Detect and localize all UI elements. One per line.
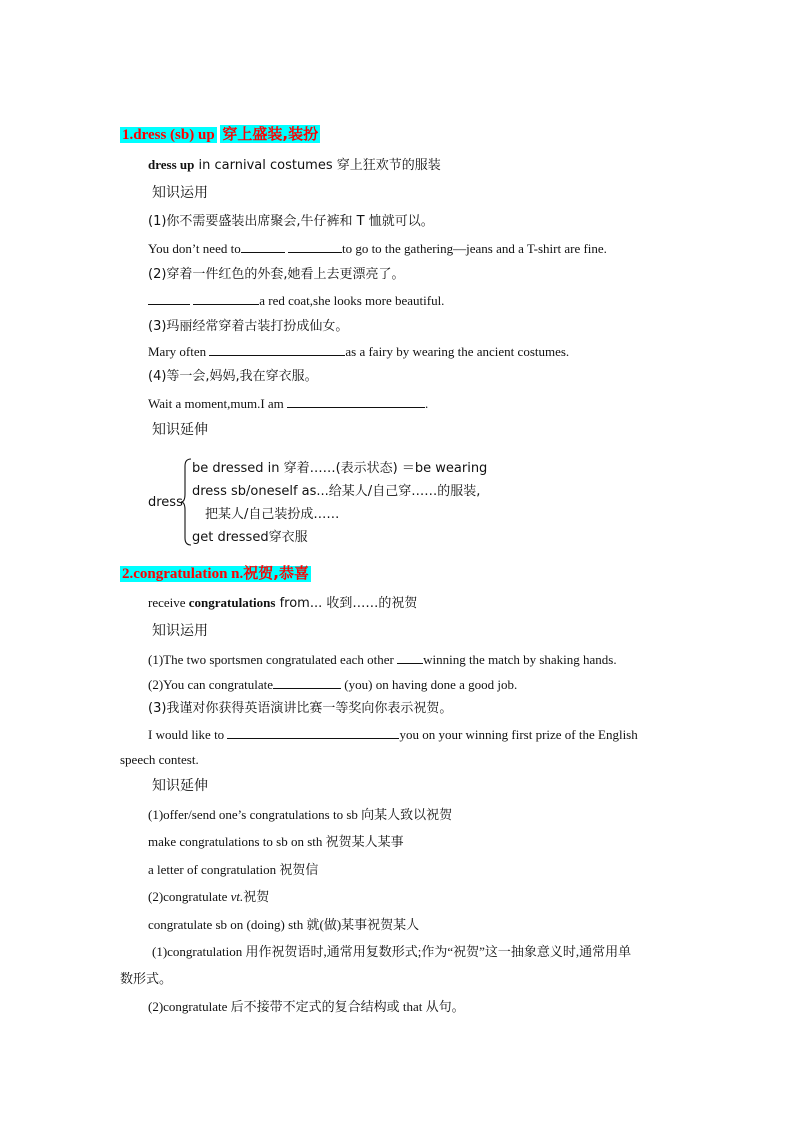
s2-note-1a: (1)congratulation 用作祝贺语时,通常用复数形式;作为“祝贺”这一抽象意义时,通常用单: [152, 944, 632, 959]
section-2-heading-cn: 祝贺,恭喜: [243, 564, 309, 582]
s1-q3-en: [148, 343, 569, 361]
s2-ext-4: [148, 888, 269, 907]
s1-q2-cn: (2)穿着一件红色的外套,她看上去更漂亮了。: [148, 267, 405, 282]
s2-q2-a: (2)You can congratulate: [148, 677, 274, 692]
s2-q3-en-a: I would like to: [148, 727, 225, 742]
s1-phrase-bold: dress up: [148, 157, 195, 172]
s1-q1-en-b: to go to the gathering—jeans and a T-shirt are fine.: [341, 241, 607, 256]
blank[interactable]: [287, 395, 425, 408]
section-2-heading-en: 2.congratulation n.: [122, 566, 244, 582]
brace-item-2: dress sb/oneself as...给某人/自己穿……的服装,: [192, 484, 481, 499]
s2-ext-3: a letter of congratulation 祝贺信: [148, 862, 319, 877]
s2-note-2: (2)congratulate 后不接带不定式的复合结构或 that 从句。: [148, 999, 465, 1014]
s1-q3-en-a: Mary often: [148, 344, 207, 359]
brace-item-3: 把某人/自己装扮成……: [205, 507, 340, 522]
s2-ext-4-b: 祝贺: [243, 890, 270, 905]
section-1-heading-en: 1.dress (sb) up: [122, 127, 215, 143]
s1-q2-en: [148, 292, 444, 310]
blank[interactable]: [193, 292, 259, 305]
s2-q1-a: (1)The two sportsmen congratulated each other: [148, 652, 398, 667]
s1-ext-title: 知识延伸: [152, 422, 208, 438]
blank[interactable]: [288, 240, 342, 253]
s1-q3-en-b: as a fairy by wearing the ancient costumes.: [345, 344, 570, 359]
section-1-heading: [120, 123, 320, 146]
s1-q1-en-a: You don’t need to: [148, 241, 241, 256]
blank[interactable]: [273, 676, 341, 689]
s2-ext-4-a: (2)congratulate: [148, 889, 231, 904]
s1-q3-cn: (3)玛丽经常穿着古装打扮成仙女。: [148, 319, 349, 334]
s2-q2: [148, 676, 517, 694]
section-2-heading-text: [120, 566, 311, 582]
blank[interactable]: [209, 343, 345, 356]
s1-q1-en: [148, 240, 607, 258]
s1-q4-en-b: .: [425, 396, 429, 411]
s2-q1: [148, 651, 617, 669]
section-1-heading-cn: 穿上盛装,装扮: [222, 125, 319, 143]
s2-ext-2: make congratulations to sb on sth 祝贺某人某事: [148, 834, 404, 849]
s1-q4-en-a: Wait a moment,mum.I am: [148, 396, 284, 411]
s1-q4-en: [148, 395, 428, 413]
s2-ext-title: 知识延伸: [152, 778, 208, 794]
s2-note-1b: 数形式。: [120, 971, 173, 986]
s1-q1-cn: (1)你不需要盛装出席聚会,牛仔裤和 T 恤就可以。: [148, 214, 434, 229]
s1-q4-cn: (4)等一会,妈妈,我在穿衣服。: [148, 369, 318, 384]
s1-q2-en-text: a red coat,she looks more beautiful.: [259, 293, 445, 308]
s1-phrase-rest: in carnival costumes 穿上狂欢节的服装: [194, 158, 441, 173]
brace-item-4: get dressed穿衣服: [192, 530, 308, 545]
s2-q3-cn: (3)我谨对你获得英语演讲比赛一等奖向你表示祝贺。: [148, 701, 453, 716]
s2-ext-1: (1)offer/send one’s congratulations to sb 向某人致以祝贺: [148, 807, 453, 822]
s2-phrase-a: receive: [148, 595, 189, 610]
s2-q2-b: (you) on having done a good job.: [341, 677, 518, 692]
s2-usage-title: 知识运用: [152, 623, 208, 639]
section-2-heading: [120, 562, 311, 585]
s2-phrase: [148, 594, 417, 613]
blank[interactable]: [148, 292, 190, 305]
s2-phrase-b: from... 收到……的祝贺: [275, 596, 418, 611]
s2-q3-en-cont: speech contest.: [120, 752, 199, 767]
s2-q3-en: [148, 726, 638, 744]
blank[interactable]: [227, 726, 399, 739]
s2-ext-5: congratulate sb on (doing) sth 就(做)某事祝贺某人: [148, 917, 420, 932]
blank[interactable]: [241, 240, 285, 253]
blank[interactable]: [397, 651, 423, 664]
s2-phrase-bold: congratulations: [188, 595, 276, 610]
s1-usage-title: 知识运用: [152, 185, 208, 201]
s2-q3-en-b: you on your winning first prize of the English: [399, 727, 638, 742]
s1-phrase: [148, 156, 441, 175]
brace-label: dress: [148, 495, 183, 510]
brace-item-1: be dressed in 穿着……(表示状态) ＝be wearing: [192, 461, 488, 476]
s2-ext-4-pos: vt.: [230, 889, 244, 904]
s2-q1-b: winning the match by shaking hands.: [423, 652, 617, 667]
